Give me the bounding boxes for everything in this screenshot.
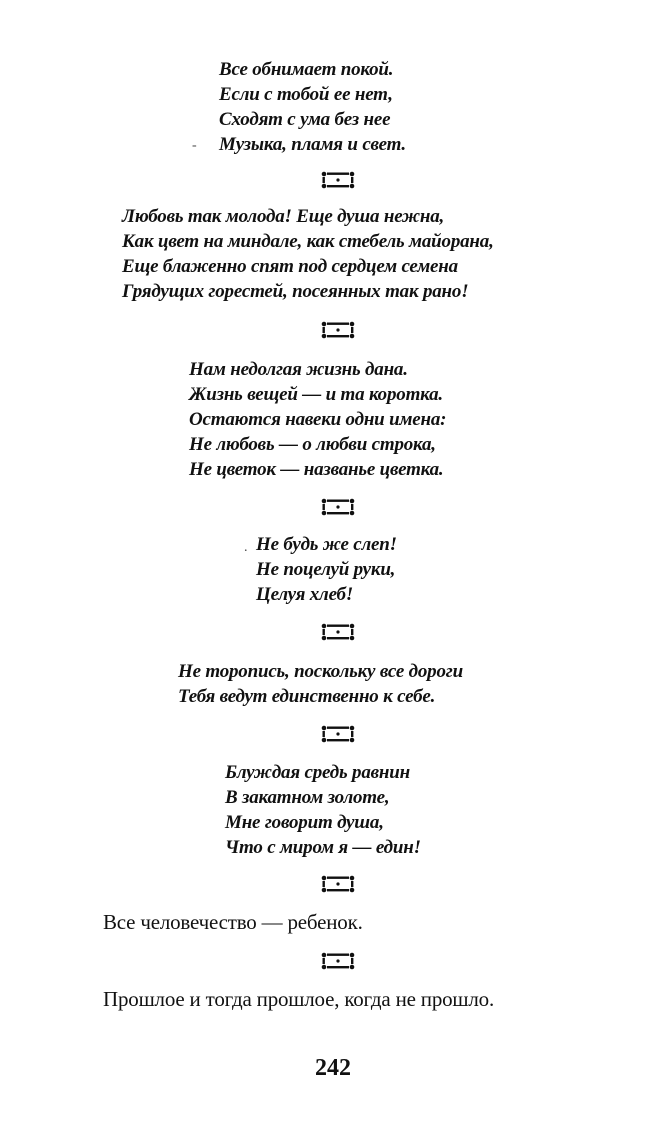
- stanza-line: Если с тобой ее нет,: [219, 84, 393, 105]
- stanza-line: Мне говорит душа,: [225, 812, 384, 833]
- decorative-divider-icon: [319, 319, 357, 341]
- stanza-3: [189, 357, 446, 482]
- decorative-divider-icon: [319, 621, 357, 643]
- stanza-line: Не любовь — о любви строка,: [189, 434, 436, 455]
- stanza-line: Сходят с ума без нее: [219, 109, 391, 130]
- stanza-line: Не будь же слеп!: [256, 534, 397, 555]
- stanza-line: В закатном золоте,: [225, 787, 390, 808]
- stanza-line: Не торопись, поскольку все дороги: [178, 661, 463, 682]
- stanza-6: [225, 760, 421, 860]
- stray-mark: .: [244, 540, 248, 555]
- stanza-2: [122, 204, 494, 304]
- decorative-divider-icon: [319, 723, 357, 745]
- stanza-5: [178, 659, 463, 709]
- stanza-line: Что с миром я — един!: [225, 837, 421, 858]
- decorative-divider-icon: [319, 169, 357, 191]
- stanza-line: Остаются навеки одни имена:: [189, 409, 447, 430]
- prose-line: Все человечество — ребенок.: [103, 910, 363, 934]
- stanza-line: Жизнь вещей — и та коротка.: [189, 384, 443, 405]
- stanza-4: [256, 532, 397, 607]
- stanza-line: Любовь так молода! Еще душа нежна,: [122, 206, 445, 227]
- decorative-divider-icon: [319, 950, 357, 972]
- stanza-line: Не поцелуй руки,: [256, 559, 396, 580]
- page-number: 242: [315, 1055, 351, 1081]
- stanza-line: Блуждая средь равнин: [225, 762, 410, 783]
- decorative-divider-icon: [319, 873, 357, 895]
- stanza-line: Как цвет на миндале, как стебель майорана,: [122, 231, 494, 252]
- stanza-line: Грядущих горестей, посеянных так рано!: [122, 281, 469, 302]
- stanza-1: [219, 57, 406, 157]
- stanza-line: Целуя хлеб!: [256, 584, 354, 605]
- stray-mark: -: [192, 138, 197, 153]
- stanza-line: Музыка, пламя и свет.: [219, 134, 406, 155]
- stanza-line: Тебя ведут единственно к себе.: [178, 686, 436, 707]
- stanza-line: Все обнимает покой.: [219, 59, 394, 80]
- stanza-line: Еще блаженно спят под сердцем семена: [122, 256, 458, 277]
- prose-line: Прошлое и тогда прошлое, когда не прошло.: [103, 987, 495, 1011]
- decorative-divider-icon: [319, 496, 357, 518]
- stanza-line: Нам недолгая жизнь дана.: [189, 359, 408, 380]
- stanza-line: Не цветок — названье цветка.: [189, 459, 444, 480]
